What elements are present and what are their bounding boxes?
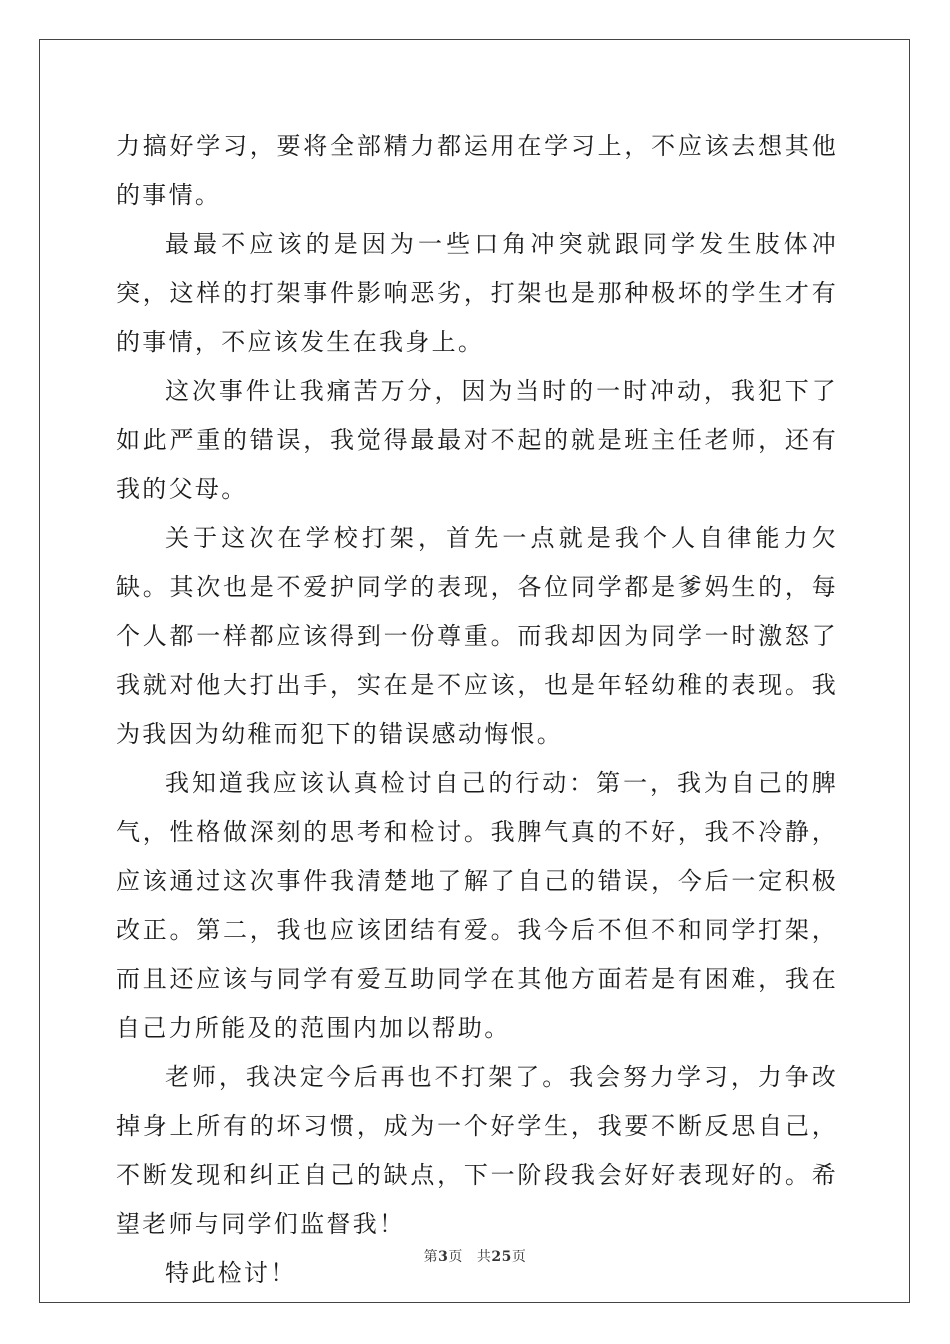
page-suffix: 页 [448, 1249, 463, 1265]
paragraph-6: 老师，我决定今后再也不打架了。我会努力学习，力争改掉身上所有的坏习惯，成为一个好学生，我要不断反思自己，不断发现和纠正自己的缺点，下一阶段我会好好表现好的。希望老师与同学们监督我！ [116, 1063, 838, 1238]
total-prefix: 共 [476, 1249, 492, 1265]
page-number: 3 [438, 1249, 449, 1265]
document-body [116, 122, 838, 1298]
paragraph-5: 我知道我应该认真检讨自己的行动：第一，我为自己的脾气，性格做深刻的思考和检讨。我脾气真的不好，我不冷静，应该通过这次事件我清楚地了解了自己的错误，今后一定积极改正。第二，我也应该团结有爱。我今后不但不和同学打架，而且还应该与同学有爱互助同学在其他方面若是有困难，我在自己力所能及的范围内加以帮助。 [116, 769, 838, 1042]
page-footer [0, 1246, 950, 1266]
paragraph-1: 力搞好学习，要将全部精力都运用在学习上，不应该去想其他的事情。 [116, 132, 838, 209]
paragraph-2: 最最不应该的是因为一些口角冲突就跟同学发生肢体冲突，这样的打架事件影响恶劣，打架也是那种极坏的学生才有的事情，不应该发生在我身上。 [116, 230, 838, 356]
paragraph-3: 这次事件让我痛苦万分，因为当时的一时冲动，我犯下了如此严重的错误，我觉得最最对不起的就是班主任老师，还有我的父母。 [116, 377, 838, 503]
paragraph-4: 关于这次在学校打架，首先一点就是我个人自律能力欠缺。其次也是不爱护同学的表现，各位同学都是爹妈生的，每个人都一样都应该得到一份尊重。而我却因为同学一时激怒了我就对他大打出手，实在是不应该，也是年轻幼稚的表现。我为我因为幼稚而犯下的错误感动悔恨。 [116, 524, 838, 748]
page-prefix: 第 [423, 1249, 439, 1265]
paragraph-7: 特此检讨！ [165, 1259, 297, 1287]
total-suffix: 页 [511, 1249, 527, 1265]
total-pages: 25 [491, 1249, 512, 1265]
